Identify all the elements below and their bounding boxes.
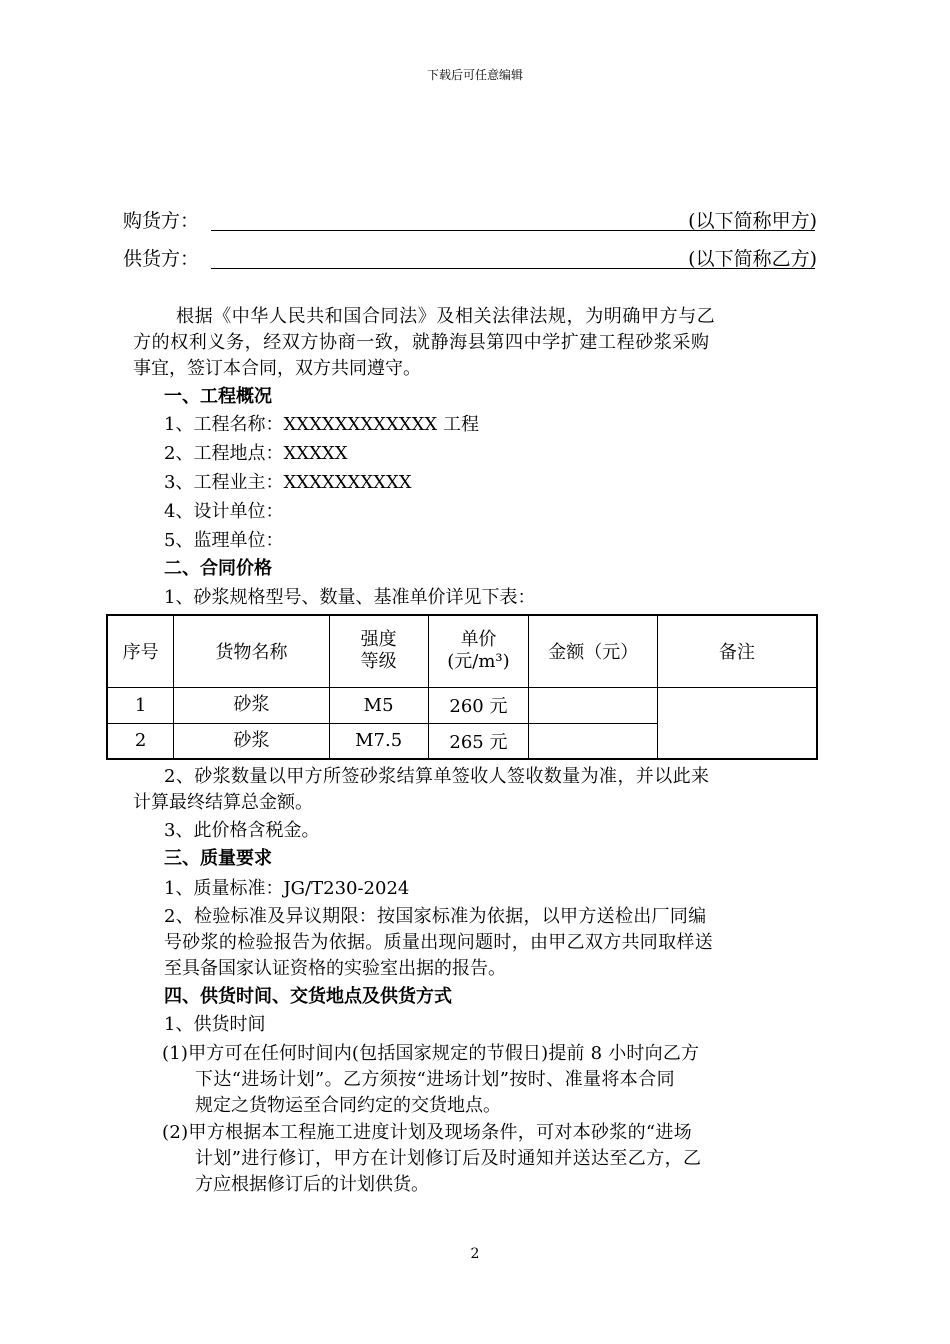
intro-line-2: 方的权利义务，经双方协商一致，就静海县第四中学扩建工程砂浆采购 <box>133 332 710 353</box>
intro-line-1: 根据《中华人民共和国合同法》及相关法律法规，为明确甲方与乙 <box>176 306 716 327</box>
row-2-amount <box>529 723 658 759</box>
price-item-3: 3、此价格含税金。 <box>164 820 320 841</box>
header-amount: 金额（元） <box>529 615 658 687</box>
inspection-line-1: 2、检验标准及异议期限：按国家标准为依据，以甲方送检出厂同编 <box>164 906 707 927</box>
header-price-line1: 单价 <box>460 629 497 651</box>
row-1-amount <box>529 687 658 723</box>
seller-label: 供货方： <box>123 248 200 270</box>
section-4-title: 四、供货时间、交货地点及供货方式 <box>164 986 452 1007</box>
supply-para-1-line-2: 下达“进场计划”。乙方须按“进场计划”按时、准量将本合同 <box>195 1069 676 1090</box>
header-remark: 备注 <box>658 615 817 687</box>
row-2-no: 2 <box>107 723 174 759</box>
row-2-grade: M7.5 <box>329 723 428 759</box>
project-name: 1、工程名称：XXXXXXXXXXXX 工程 <box>164 414 479 435</box>
table-header-row <box>107 615 817 687</box>
table-row <box>107 687 817 723</box>
project-owner: 3、工程业主：XXXXXXXXXX <box>164 472 412 493</box>
supply-para-2-line-2: 计划”进行修订，甲方在计划修订后及时通知并送达至乙方，乙 <box>195 1148 702 1169</box>
project-location: 2、工程地点：XXXXX <box>164 443 348 464</box>
section-3-title: 三、质量要求 <box>164 848 272 869</box>
row-1-price: 260 元 <box>428 687 529 723</box>
supply-para-2-line-3: 方应根据修订后的计划供货。 <box>195 1174 429 1195</box>
design-unit: 4、设计单位： <box>164 501 284 522</box>
intro-line-3: 事宜，签订本合同，双方共同遵守。 <box>133 358 421 379</box>
buyer-suffix: (以下简称甲方) <box>688 210 817 232</box>
remark-cell <box>658 687 817 759</box>
header-grade-line1: 强度 <box>360 629 397 651</box>
supply-para-1-line-3: 规定之货物运至合同约定的交货地点。 <box>195 1095 501 1116</box>
row-1-name: 砂浆 <box>174 687 329 723</box>
buyer-label: 购货方： <box>123 210 200 232</box>
supply-para-2-line-1: (2)甲方根据本工程施工进度计划及现场条件，可对本砂浆的“进场 <box>162 1122 692 1143</box>
supervision-unit: 5、监理单位： <box>164 530 284 551</box>
buyer-line <box>123 208 817 234</box>
seller-suffix: (以下简称乙方) <box>688 248 817 270</box>
goods-table <box>106 614 818 760</box>
section-2-title: 二、合同价格 <box>164 558 272 579</box>
seller-line <box>123 246 817 272</box>
quality-standard: 1、质量标准：JG/T230-2024 <box>164 878 410 899</box>
price-item-2-cont: 计算最终结算总金额。 <box>133 792 313 813</box>
inspection-line-3: 至具备国家认证资格的实验室出据的报告。 <box>164 958 506 979</box>
header-name: 货物名称 <box>174 615 329 687</box>
price-item-1: 1、砂浆规格型号、数量、基准单价详见下表： <box>164 587 536 608</box>
header-price-line2: (元/m³) <box>447 651 510 673</box>
inspection-line-2: 号砂浆的检验报告为依据。质量出现问题时，由甲乙双方共同取样送 <box>164 932 713 953</box>
row-2-name: 砂浆 <box>174 723 329 759</box>
row-1-grade: M5 <box>329 687 428 723</box>
supply-time: 1、供货时间 <box>164 1014 266 1035</box>
page-header: 下载后可任意编辑 <box>426 68 523 82</box>
header-grade <box>329 615 428 687</box>
row-2-price: 265 元 <box>428 723 529 759</box>
header-no: 序号 <box>107 615 174 687</box>
supply-para-1-line-1: (1)甲方可在任何时间内(包括国家规定的节假日)提前 8 小时向乙方 <box>162 1043 700 1064</box>
section-1-title: 一、工程概况 <box>164 386 272 407</box>
header-price <box>428 615 529 687</box>
row-1-no: 1 <box>107 687 174 723</box>
price-item-2: 2、砂浆数量以甲方所签砂浆结算单签收人签收数量为准，并以此来 <box>164 766 710 787</box>
header-grade-line2: 等级 <box>360 651 397 673</box>
page-number: 2 <box>470 1246 480 1262</box>
